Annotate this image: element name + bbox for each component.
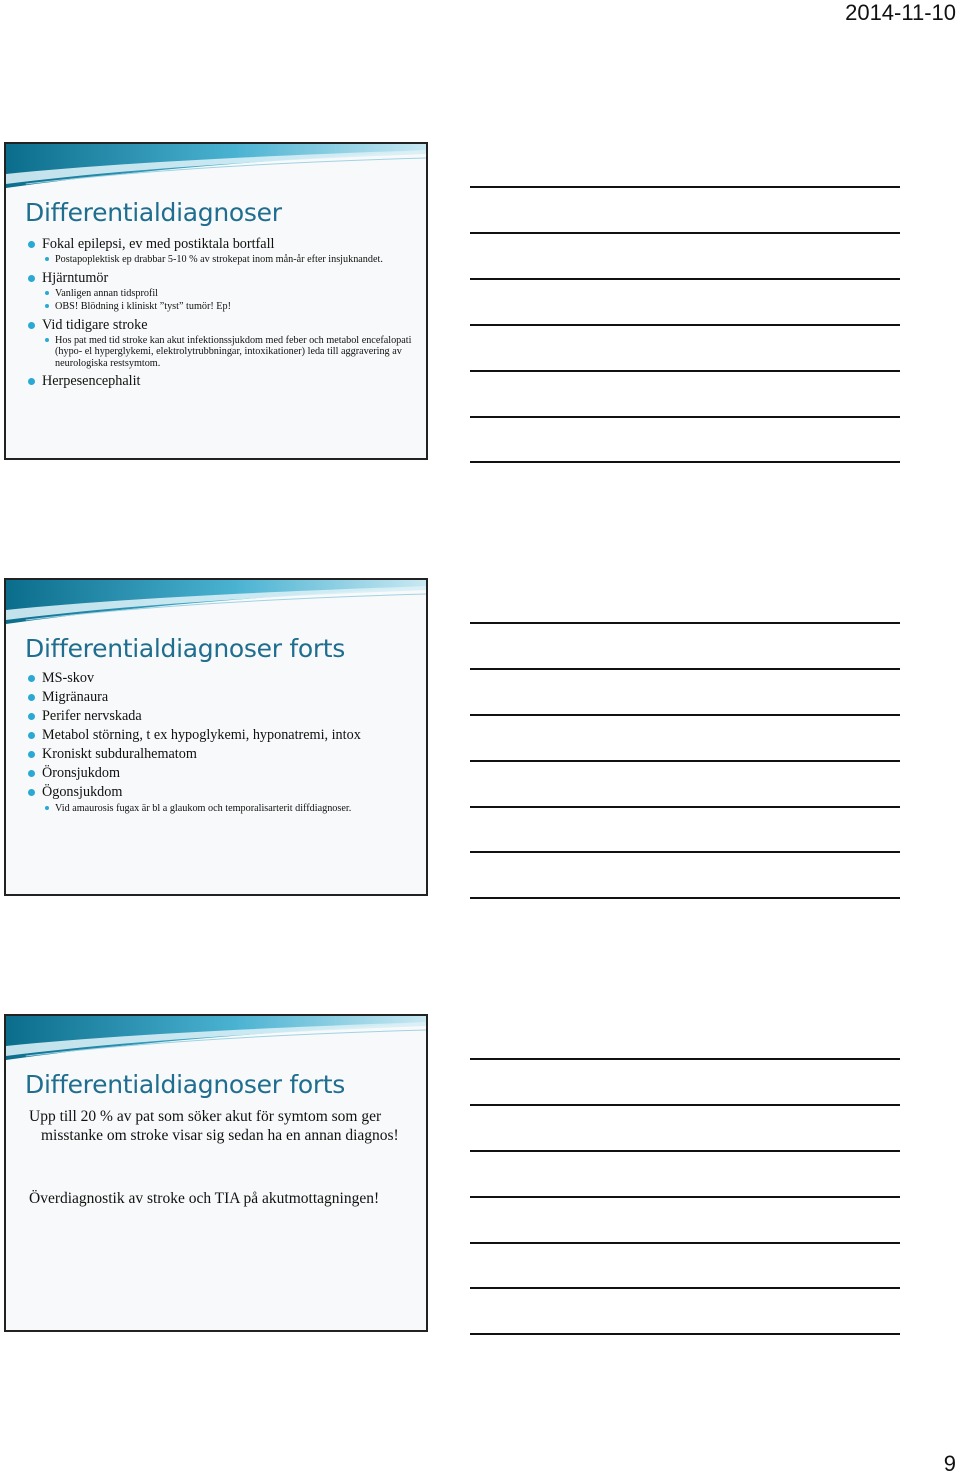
bullet-item: Migränaura [25,689,425,706]
note-line [470,186,900,188]
note-line [470,806,900,808]
bullet-item: Fokal epilepsi, ev med postiktala bortfall [25,236,425,253]
sub-bullet-item: Vanligen annan tidsprofil [25,288,425,300]
note-line [470,278,900,280]
page-number: 9 [943,1451,956,1476]
note-line [470,324,900,326]
bullet-item: Ögonsjukdom [25,784,425,801]
note-line [470,1287,900,1289]
bullet-list [25,670,425,815]
bullet-item: Perifer nervskada [25,708,425,725]
slide-1 [4,142,428,460]
bullet-item: Herpesencephalit [25,373,425,390]
bullet-item: Metabol störning, t ex hypoglykemi, hyponatremi, intox [25,727,425,744]
note-line [470,416,900,418]
note-line [470,622,900,624]
note-line [470,851,900,853]
bullet-item: Öronsjukdom [25,765,425,782]
sub-bullet-item: Hos pat med tid stroke kan akut infektionssjukdom med feber och metabol encefalopati (hypo- el hyperglykemi, elektrolytrubbningar, intoxikationer) leda till aggravering av neurologiska restsymtom. [25,335,425,370]
note-line [470,370,900,372]
slide-header-swoosh [6,580,426,632]
slide-header-swoosh [6,1016,426,1068]
sub-bullet-item: Vid amaurosis fugax är bl a glaukom och temporalisarterit diffdiagnoser. [25,803,425,815]
header-date: 2014-11-10 [845,0,956,25]
note-line [470,461,900,463]
note-line [470,1150,900,1152]
note-line [470,897,900,899]
note-line [470,760,900,762]
slide-2 [4,578,428,896]
bullet-item: Hjärntumör [25,270,425,287]
sub-bullet-item: OBS! Blödning i kliniskt ”tyst” tumör! Ep! [25,301,425,313]
sub-bullet-item: Postapoplektisk ep drabbar 5-10 % av strokepat inom mån-år efter insjuknandet. [25,254,425,266]
note-line [470,668,900,670]
slide-paragraph: Överdiagnostik av stroke och TIA på akutmottagningen! [29,1190,380,1207]
slide-paragraph: Upp till 20 % av pat som söker akut för symtom som ger misstanke om stroke visar sig sedan ha en annan diagnos! [29,1108,399,1144]
slide-title: Differentialdiagnoser [25,198,282,227]
slide-header-swoosh [6,144,426,196]
note-line [470,1333,900,1335]
bullet-item: Vid tidigare stroke [25,317,425,334]
note-line [470,1196,900,1198]
bullet-item: MS-skov [25,670,425,687]
bullet-item: Kroniskt subduralhematom [25,746,425,763]
note-line [470,1058,900,1060]
slide-title: Differentialdiagnoser forts [25,1070,346,1099]
note-line [470,1242,900,1244]
slide-title: Differentialdiagnoser forts [25,634,346,663]
note-line [470,714,900,716]
bullet-list [25,236,425,390]
note-line [470,1104,900,1106]
slide-3 [4,1014,428,1332]
note-line [470,232,900,234]
